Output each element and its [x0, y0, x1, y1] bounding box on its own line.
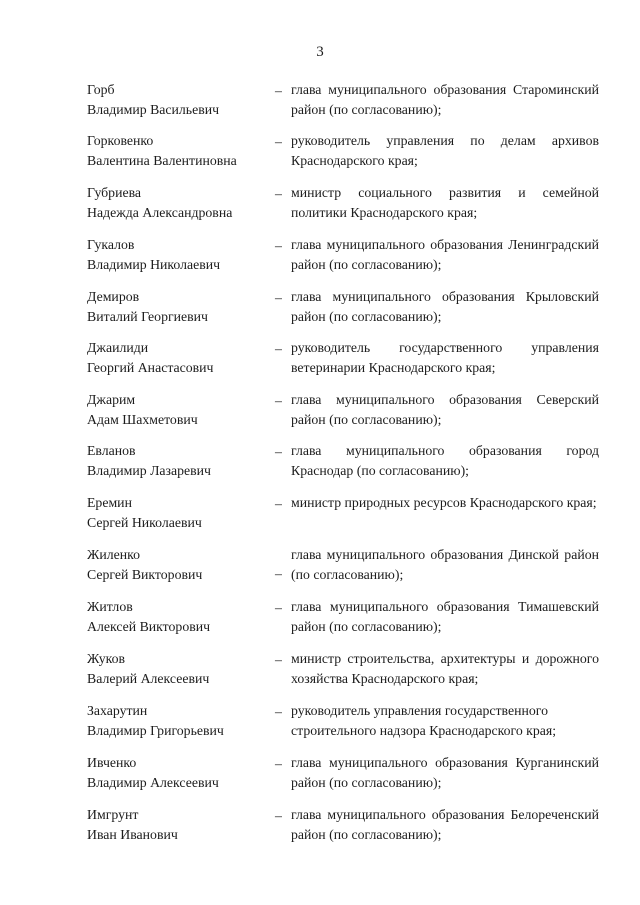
given-names: Сергей Викторович — [87, 567, 203, 582]
position: глава муниципального образования Ленинградский район (по согласованию); — [291, 237, 599, 272]
list-item — [0, 390, 640, 430]
dash: – — [275, 341, 282, 356]
dash: – — [275, 186, 282, 201]
given-names: Алексей Викторович — [87, 619, 211, 634]
person-name — [87, 183, 277, 223]
person-name — [87, 597, 277, 637]
surname: Джаилиди — [87, 340, 149, 355]
surname: Гукалов — [87, 237, 135, 252]
dash: – — [275, 566, 282, 581]
position: руководитель государственного управления ветеринарии Краснодарского края; — [291, 340, 599, 375]
person-name — [87, 235, 277, 275]
dash: – — [275, 134, 282, 149]
person-name — [87, 753, 277, 793]
position: глава муниципального образования Тимашевский район (по согласованию); — [291, 599, 599, 634]
dash: – — [275, 238, 282, 253]
list-item — [0, 235, 640, 275]
position: глава муниципального образования Северский район (по согласованию); — [291, 392, 599, 427]
list-item — [0, 80, 640, 120]
position: руководитель управления государственного строительного надзора Краснодарского края; — [291, 703, 557, 738]
given-names: Сергей Николаевич — [87, 515, 202, 530]
surname: Джарим — [87, 392, 136, 407]
surname: Жуков — [87, 651, 126, 666]
position: глава муниципального образования город Краснодар (по согласованию); — [291, 443, 599, 478]
list-item — [0, 338, 640, 378]
list-item — [0, 131, 640, 171]
position: глава муниципального образования Крыловский район (по согласованию); — [291, 289, 599, 324]
person-name — [87, 805, 277, 845]
given-names: Иван Иванович — [87, 827, 178, 842]
surname: Евланов — [87, 443, 136, 458]
list-item — [0, 701, 640, 741]
surname: Горковенко — [87, 133, 154, 148]
given-names: Владимир Лазаревич — [87, 463, 211, 478]
person-name — [87, 493, 277, 533]
given-names: Владимир Васильевич — [87, 102, 220, 117]
given-names: Надежда Александровна — [87, 205, 233, 220]
list-item — [0, 805, 640, 845]
given-names: Адам Шахметович — [87, 412, 198, 427]
position: глава муниципального образования Курганинский район (по согласованию); — [291, 755, 599, 790]
position: руководитель управления по делам архивов Краснодарского края; — [291, 133, 599, 168]
page-number: 3 — [316, 44, 324, 60]
given-names: Владимир Николаевич — [87, 257, 221, 272]
person-name — [87, 441, 277, 481]
person-name — [87, 545, 277, 585]
dash: – — [275, 808, 282, 823]
surname: Ивченко — [87, 755, 137, 770]
position: министр природных ресурсов Краснодарского края; — [291, 495, 597, 510]
list-item — [0, 649, 640, 689]
surname: Губриева — [87, 185, 142, 200]
list-item — [0, 287, 640, 327]
list-item — [0, 441, 640, 481]
person-name — [87, 131, 277, 171]
position: глава муниципального образования Староминский район (по согласованию); — [291, 82, 599, 117]
surname: Захарутин — [87, 703, 148, 718]
surname: Житлов — [87, 599, 133, 614]
list-item — [0, 753, 640, 793]
given-names: Виталий Георгиевич — [87, 309, 208, 324]
dash: – — [275, 393, 282, 408]
list-item — [0, 183, 640, 223]
person-name — [87, 338, 277, 378]
list-item — [0, 545, 640, 585]
position: министр строительства, архитектуры и дорожного хозяйства Краснодарского края; — [291, 651, 599, 686]
dash: – — [275, 652, 282, 667]
position: министр социального развития и семейной политики Краснодарского края; — [291, 185, 599, 220]
person-name — [87, 701, 277, 741]
dash: – — [275, 290, 282, 305]
surname: Еремин — [87, 495, 132, 510]
surname: Горб — [87, 82, 115, 97]
dash: – — [275, 600, 282, 615]
dash: – — [275, 496, 282, 511]
given-names: Валерий Алексеевич — [87, 671, 210, 686]
position: глава муниципального образования Белореченский район (по согласованию); — [291, 807, 599, 842]
given-names: Валентина Валентиновна — [87, 153, 237, 168]
list-item — [0, 597, 640, 637]
person-name — [87, 287, 277, 327]
given-names: Владимир Алексеевич — [87, 775, 219, 790]
list-item — [0, 493, 640, 533]
surname: Жиленко — [87, 547, 141, 562]
dash: – — [275, 444, 282, 459]
person-name — [87, 80, 277, 120]
dash: – — [275, 756, 282, 771]
dash: – — [275, 704, 282, 719]
position: глава муниципального образования Динской район (по согласованию); — [291, 547, 599, 582]
person-name — [87, 390, 277, 430]
surname: Имгрунт — [87, 807, 139, 822]
given-names: Владимир Григорьевич — [87, 723, 224, 738]
surname: Демиров — [87, 289, 140, 304]
dash: – — [275, 83, 282, 98]
person-name — [87, 649, 277, 689]
given-names: Георгий Анастасович — [87, 360, 214, 375]
